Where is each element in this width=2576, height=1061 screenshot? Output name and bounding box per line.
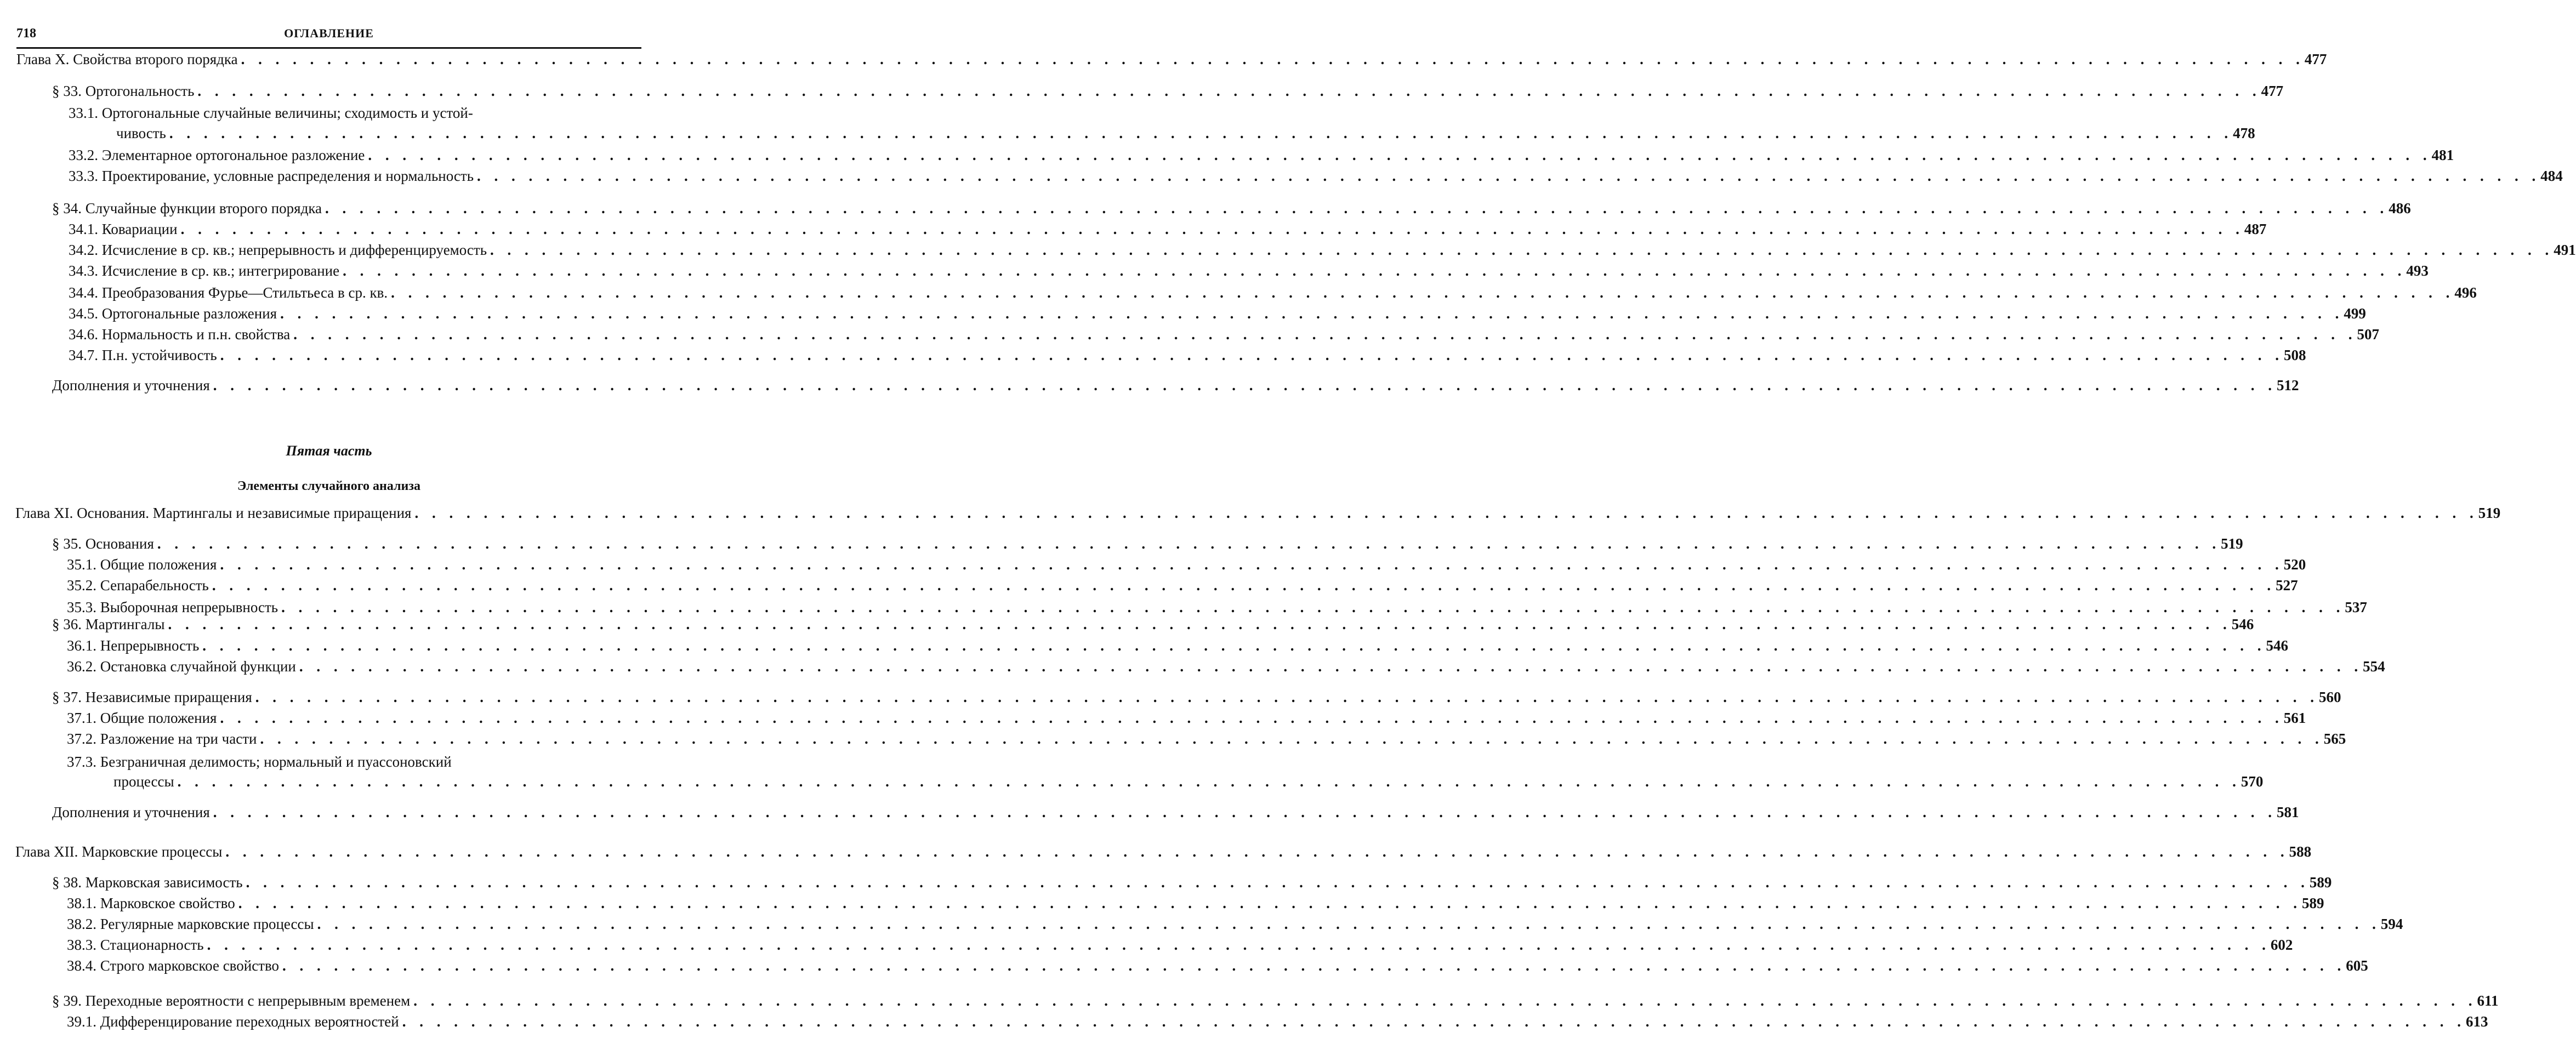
toc-entry xyxy=(0,323,2379,343)
toc-entry-title: 35.3. Выборочная непрерывность xyxy=(67,599,278,615)
dot-leader: . . . . . . . . . . . . . . . . . . . . . . . . . . . . . . . . . . . . . . . . . . . . . . . . . . . . . . . . . . . . . . . . . . . . . . . . . . . . . . . . . . . . . . . . . . . . . . . . . . . . . . . . . . . . . . . . . . . . . . . . xyxy=(282,957,2346,974)
toc-entry xyxy=(0,282,2477,301)
toc-page-number: 588 xyxy=(2289,843,2312,860)
toc-entry xyxy=(0,934,2293,954)
toc-entry xyxy=(0,707,2306,727)
toc-page-number: 546 xyxy=(2231,616,2254,632)
toc-page-number: 481 xyxy=(2431,147,2454,163)
toc-entry-title: процессы xyxy=(113,773,174,790)
toc-page-number: 484 xyxy=(2540,168,2563,184)
toc-page-number: 477 xyxy=(2304,51,2327,67)
toc-entry xyxy=(0,751,658,771)
toc-entry-title: 38.2. Регулярные марковские процессы xyxy=(67,916,314,932)
toc-entry xyxy=(0,635,2289,654)
toc-entry-title: 37.1. Общие положения xyxy=(67,710,217,726)
dot-leader: . . . . . . . . . . . . . . . . . . . . . . . . . . . . . . . . . . . . . . . . . . . . . . . . . . . . . . . . . . . . . . . . . . . . . . . . . . . . . . . . . . . . . . . . . . . . . . . . . . . . . . . . . . . . . . . . . . . . . . . . xyxy=(391,284,2455,301)
dot-leader: . . . . . . . . . . . . . . . . . . . . . . . . . . . . . . . . . . . . . . . . . . . . . . . . . . . . . . . . . . . . . . . . . . . . . . . . . . . . . . . . . . . . . . . . . . . . . . . . . . . . . . . . . . . . . . . . . . . . . . . . xyxy=(213,804,2277,820)
toc-page-number: 486 xyxy=(2389,200,2411,216)
toc-entry-title: § 36. Мартингалы xyxy=(52,616,165,632)
toc-entry xyxy=(0,260,2429,279)
toc-page-number: 570 xyxy=(2241,773,2264,790)
dot-leader: . . . . . . . . . . . . . . . . . . . . . . . . . . . . . . . . . . . . . . . . . . . . . . . . . . . . . . . . . . . . . . . . . . . . . . . . . . . . . . . . . . . . . . . . . . . . . . . . . . . . . . . . . . . . . . . . . . . . . . . . xyxy=(207,937,2271,953)
dot-leader: . . . . . . . . . . . . . . . . . . . . . . . . . . . . . . . . . . . . . . . . . . . . . . . . . . . . . . . . . . . . . . . . . . . . . . . . . . . . . . . . . . . . . . . . . . . . . . . . . . . . . . . . . . . . . . . . . . . . . . . . xyxy=(413,992,2477,1009)
toc-entry xyxy=(0,122,2255,142)
dot-leader: . . . . . . . . . . . . . . . . . . . . . . . . . . . . . . . . . . . . . . . . . . . . . . . . . . . . . . . . . . . . . . . . . . . . . . . . . . . . . . . . . . . . . . . . . . . . . . . . . . . . . . . . . . . . . . . . . . . . . . . . xyxy=(414,505,2478,521)
toc-page-number: 478 xyxy=(2233,125,2255,141)
toc-page-number: 611 xyxy=(2477,992,2499,1009)
toc-page-number: 491 xyxy=(2554,242,2576,258)
toc-entry-title: 39.1. Дифференцирование переходных вероятностей xyxy=(67,1013,399,1030)
toc-entry-title: 34.5. Ортогональные разложения xyxy=(69,305,277,322)
toc-entry-title: Дополнения и уточнения xyxy=(52,804,210,820)
dot-leader: . . . . . . . . . . . . . . . . . . . . . . . . . . . . . . . . . . . . . . . . . . . . . . . . . . . . . . . . . . . . . . . . . . . . . . . . . . . . . . . . . . . . . . . . . . . . . . . . . . . . . . . . . . . . . . . . . . . . . . . . xyxy=(299,658,2363,675)
toc-page-number: 520 xyxy=(2283,556,2306,573)
toc-entry-title: чивость xyxy=(116,125,166,141)
dot-leader: . . . . . . . . . . . . . . . . . . . . . . . . . . . . . . . . . . . . . . . . . . . . . . . . . . . . . . . . . . . . . . . . . . . . . . . . . . . . . . . . . . . . . . . . . . . . . . . . . . . . . . . . . . . . . . . . . . . . . . . . xyxy=(246,874,2310,891)
toc-entry-title: Глава X. Свойства второго порядка xyxy=(16,51,238,67)
page-header xyxy=(16,22,641,49)
toc-page-number: 554 xyxy=(2363,658,2385,675)
toc-page-number: 496 xyxy=(2454,284,2477,301)
toc-entry-title: 34.3. Исчисление в ср. кв.; интегрирование xyxy=(69,263,340,279)
toc-page-number: 560 xyxy=(2319,689,2341,705)
toc-page-number: 589 xyxy=(2301,895,2324,911)
dot-leader: . . . . . . . . . . . . . . . . . . . . . . . . . . . . . . . . . . . . . . . . . . . . . . . . . . . . . . . . . . . . . . . . . . . . . . . . . . . . . . . . . . . . . . . . . . . . . . . . . . . . . . . . . . . . . . . . . . . . . . . . xyxy=(280,305,2344,322)
toc-page-number: 499 xyxy=(2344,305,2366,322)
toc-entry-title: 33.1. Ортогональные случайные величины; сходимость и устой- xyxy=(69,105,473,121)
toc-page-number: 602 xyxy=(2270,937,2293,953)
toc-page-number: 565 xyxy=(2323,731,2346,747)
dot-leader: . . . . . . . . . . . . . . . . . . . . . . . . . . . . . . . . . . . . . . . . . . . . . . . . . . . . . . . . . . . . . . . . . . . . . . . . . . . . . . . . . . . . . . . . . . . . . . . . . . . . . . . . . . . . . . . . . . . . . . . . xyxy=(477,168,2541,184)
dot-leader: . . . . . . . . . . . . . . . . . . . . . . . . . . . . . . . . . . . . . . . . . . . . . . . . . . . . . . . . . . . . . . . . . . . . . . . . . . . . . . . . . . . . . . . . . . . . . . . . . . . . . . . . . . . . . . . . . . . . . . . . xyxy=(490,242,2554,258)
toc-page-number: 594 xyxy=(2380,916,2403,932)
toc-entry-title: Глава XI. Основания. Мартингалы и независимые приращения xyxy=(15,505,412,521)
toc-page-number: 561 xyxy=(2283,710,2306,726)
toc-page-number: 605 xyxy=(2346,957,2368,974)
toc-entry xyxy=(0,48,2327,68)
dot-leader: . . . . . . . . . . . . . . . . . . . . . . . . . . . . . . . . . . . . . . . . . . . . . . . . . . . . . . . . . . . . . . . . . . . . . . . . . . . . . . . . . . . . . . . . . . . . . . . . . . . . . . . . . . . . . . . . . . . . . . . . xyxy=(402,1013,2466,1030)
toc-entry-title: 38.4. Строго марковское свойство xyxy=(67,957,280,974)
toc-entry-title: 33.3. Проектирование, условные распределения и нормальность xyxy=(69,168,474,184)
toc-entry-title: § 39. Переходные вероятности с непрерывным временем xyxy=(52,992,411,1009)
toc-page-number: 508 xyxy=(2283,347,2306,363)
toc-entry-title: § 33. Ортогональность xyxy=(52,83,195,99)
toc-entry xyxy=(0,655,2385,675)
dot-leader: . . . . . . . . . . . . . . . . . . . . . . . . . . . . . . . . . . . . . . . . . . . . . . . . . . . . . . . . . . . . . . . . . . . . . . . . . . . . . . . . . . . . . . . . . . . . . . . . . . . . . . . . . . . . . . . . . . . . . . . . xyxy=(325,200,2389,216)
toc-entry-title: 34.6. Нормальность и п.н. свойства xyxy=(69,326,291,343)
toc-entry-title: 36.1. Непрерывность xyxy=(67,637,200,654)
toc-page-number: 546 xyxy=(2266,637,2289,654)
toc-entry-title: 37.3. Безграничная делимость; нормальный и пуассоновский xyxy=(67,754,452,770)
toc-entry-title: § 37. Независимые приращения xyxy=(52,689,252,705)
dot-leader: . . . . . . . . . . . . . . . . . . . . . . . . . . . . . . . . . . . . . . . . . . . . . . . . . . . . . . . . . . . . . . . . . . . . . . . . . . . . . . . . . . . . . . . . . . . . . . . . . . . . . . . . . . . . . . . . . . . . . . . . xyxy=(197,83,2261,99)
toc-entry xyxy=(0,728,2346,748)
toc-entry-title: 34.2. Исчисление в ср. кв.; непрерывность и дифференцируемость xyxy=(69,242,487,258)
toc-entry xyxy=(0,344,2306,364)
toc-entry xyxy=(0,102,658,122)
toc-page-number: 512 xyxy=(2277,377,2299,393)
part-subtitle: Элементы случайного анализа xyxy=(237,479,421,493)
toc-entry xyxy=(0,218,2267,238)
dot-leader: . . . . . . . . . . . . . . . . . . . . . . . . . . . . . . . . . . . . . . . . . . . . . . . . . . . . . . . . . . . . . . . . . . . . . . . . . . . . . . . . . . . . . . . . . . . . . . . . . . . . . . . . . . . . . . . . . . . . . . . . xyxy=(157,535,2221,552)
dot-leader: . . . . . . . . . . . . . . . . . . . . . . . . . . . . . . . . . . . . . . . . . . . . . . . . . . . . . . . . . . . . . . . . . . . . . . . . . . . . . . . . . . . . . . . . . . . . . . . . . . . . . . . . . . . . . . . . . . . . . . . . xyxy=(169,125,2233,141)
toc-entry xyxy=(0,374,2299,394)
toc-entry-title: § 34. Случайные функции второго порядка xyxy=(52,200,322,216)
toc-entry xyxy=(0,801,2299,821)
dot-leader: . . . . . . . . . . . . . . . . . . . . . . . . . . . . . . . . . . . . . . . . . . . . . . . . . . . . . . . . . . . . . . . . . . . . . . . . . . . . . . . . . . . . . . . . . . . . . . . . . . . . . . . . . . . . . . . . . . . . . . . . xyxy=(260,731,2324,747)
toc-entry-title: 36.2. Остановка случайной функции xyxy=(67,658,296,675)
toc-entry-title: Дополнения и уточнения xyxy=(52,377,210,393)
toc-entry-title: § 38. Марковская зависимость xyxy=(52,874,243,891)
toc-entry xyxy=(0,144,2454,164)
toc-entry xyxy=(0,955,2368,974)
toc-page-number: 581 xyxy=(2277,804,2299,820)
page-number: 718 xyxy=(16,26,36,41)
toc-entry-title: 35.1. Общие положения xyxy=(67,556,217,573)
toc-page-number: 589 xyxy=(2309,874,2332,891)
toc-entry xyxy=(0,80,2284,100)
toc-entry xyxy=(0,303,2366,322)
dot-leader: . . . . . . . . . . . . . . . . . . . . . . . . . . . . . . . . . . . . . . . . . . . . . . . . . . . . . . . . . . . . . . . . . . . . . . . . . . . . . . . . . . . . . . . . . . . . . . . . . . . . . . . . . . . . . . . . . . . . . . . . xyxy=(213,377,2277,393)
toc-entry xyxy=(0,841,2312,860)
dot-leader: . . . . . . . . . . . . . . . . . . . . . . . . . . . . . . . . . . . . . . . . . . . . . . . . . . . . . . . . . . . . . . . . . . . . . . . . . . . . . . . . . . . . . . . . . . . . . . . . . . . . . . . . . . . . . . . . . . . . . . . . xyxy=(238,895,2302,911)
running-title: ОГЛАВЛЕНИЕ xyxy=(284,26,374,40)
toc-entry xyxy=(0,990,2499,1009)
toc-entry xyxy=(0,554,2306,573)
toc-entry xyxy=(0,197,2411,217)
toc-page-number: 507 xyxy=(2357,326,2379,343)
toc-entry-title: 34.4. Преобразования Фурье—Стильтьеса в ср. кв. xyxy=(69,284,388,301)
dot-leader: . . . . . . . . . . . . . . . . . . . . . . . . . . . . . . . . . . . . . . . . . . . . . . . . . . . . . . . . . . . . . . . . . . . . . . . . . . . . . . . . . . . . . . . . . . . . . . . . . . . . . . . . . . . . . . . . . . . . . . . . xyxy=(168,616,2232,632)
dot-leader: . . . . . . . . . . . . . . . . . . . . . . . . . . . . . . . . . . . . . . . . . . . . . . . . . . . . . . . . . . . . . . . . . . . . . . . . . . . . . . . . . . . . . . . . . . . . . . . . . . . . . . . . . . . . . . . . . . . . . . . . xyxy=(212,577,2276,594)
toc-entry xyxy=(0,871,2332,891)
dot-leader: . . . . . . . . . . . . . . . . . . . . . . . . . . . . . . . . . . . . . . . . . . . . . . . . . . . . . . . . . . . . . . . . . . . . . . . . . . . . . . . . . . . . . . . . . . . . . . . . . . . . . . . . . . . . . . . . . . . . . . . . xyxy=(255,689,2319,705)
dot-leader: . . . . . . . . . . . . . . . . . . . . . . . . . . . . . . . . . . . . . . . . . . . . . . . . . . . . . . . . . . . . . . . . . . . . . . . . . . . . . . . . . . . . . . . . . . . . . . . . . . . . . . . . . . . . . . . . . . . . . . . . xyxy=(241,51,2305,67)
toc-entry xyxy=(0,502,2501,522)
toc-entry-title: § 35. Основания xyxy=(52,535,154,552)
toc-entry xyxy=(0,165,2563,185)
dot-leader: . . . . . . . . . . . . . . . . . . . . . . . . . . . . . . . . . . . . . . . . . . . . . . . . . . . . . . . . . . . . . . . . . . . . . . . . . . . . . . . . . . . . . . . . . . . . . . . . . . . . . . . . . . . . . . . . . . . . . . . . xyxy=(293,326,2357,343)
dot-leader: . . . . . . . . . . . . . . . . . . . . . . . . . . . . . . . . . . . . . . . . . . . . . . . . . . . . . . . . . . . . . . . . . . . . . . . . . . . . . . . . . . . . . . . . . . . . . . . . . . . . . . . . . . . . . . . . . . . . . . . . xyxy=(220,347,2284,363)
dot-leader: . . . . . . . . . . . . . . . . . . . . . . . . . . . . . . . . . . . . . . . . . . . . . . . . . . . . . . . . . . . . . . . . . . . . . . . . . . . . . . . . . . . . . . . . . . . . . . . . . . . . . . . . . . . . . . . . . . . . . . . . xyxy=(343,263,2407,279)
toc-entry-title: 38.1. Марковское свойство xyxy=(67,895,235,911)
dot-leader: . . . . . . . . . . . . . . . . . . . . . . . . . . . . . . . . . . . . . . . . . . . . . . . . . . . . . . . . . . . . . . . . . . . . . . . . . . . . . . . . . . . . . . . . . . . . . . . . . . . . . . . . . . . . . . . . . . . . . . . . xyxy=(220,710,2284,726)
toc-entry xyxy=(0,533,2243,552)
dot-leader: . . . . . . . . . . . . . . . . . . . . . . . . . . . . . . . . . . . . . . . . . . . . . . . . . . . . . . . . . . . . . . . . . . . . . . . . . . . . . . . . . . . . . . . . . . . . . . . . . . . . . . . . . . . . . . . . . . . . . . . . xyxy=(180,221,2244,237)
toc-entry xyxy=(0,686,2341,706)
dot-leader: . . . . . . . . . . . . . . . . . . . . . . . . . . . . . . . . . . . . . . . . . . . . . . . . . . . . . . . . . . . . . . . . . . . . . . . . . . . . . . . . . . . . . . . . . . . . . . . . . . . . . . . . . . . . . . . . . . . . . . . . xyxy=(368,147,2432,163)
toc-page-number: 519 xyxy=(2478,505,2501,521)
dot-leader: . . . . . . . . . . . . . . . . . . . . . . . . . . . . . . . . . . . . . . . . . . . . . . . . . . . . . . . . . . . . . . . . . . . . . . . . . . . . . . . . . . . . . . . . . . . . . . . . . . . . . . . . . . . . . . . . . . . . . . . . xyxy=(281,599,2345,615)
dot-leader: . . . . . . . . . . . . . . . . . . . . . . . . . . . . . . . . . . . . . . . . . . . . . . . . . . . . . . . . . . . . . . . . . . . . . . . . . . . . . . . . . . . . . . . . . . . . . . . . . . . . . . . . . . . . . . . . . . . . . . . . xyxy=(202,637,2266,654)
toc-page-number: 493 xyxy=(2406,263,2429,279)
toc-entry-title: 34.7. П.н. устойчивость xyxy=(69,347,217,363)
toc-page-number: 519 xyxy=(2221,535,2243,552)
toc-entry xyxy=(0,892,2324,912)
toc-entry-title: 33.2. Элементарное ортогональное разложение xyxy=(69,147,365,163)
toc-entry xyxy=(0,574,2298,594)
toc-entry-title: 38.3. Стационарность xyxy=(67,937,204,953)
toc-entry-title: 34.1. Ковариации xyxy=(69,221,178,237)
toc-entry xyxy=(0,1011,2488,1030)
toc-page-number: 537 xyxy=(2345,599,2367,615)
toc-entry xyxy=(0,613,2254,633)
dot-leader: . . . . . . . . . . . . . . . . . . . . . . . . . . . . . . . . . . . . . . . . . . . . . . . . . . . . . . . . . . . . . . . . . . . . . . . . . . . . . . . . . . . . . . . . . . . . . . . . . . . . . . . . . . . . . . . . . . . . . . . . xyxy=(220,556,2284,573)
toc-page-number: 477 xyxy=(2261,83,2284,99)
toc-page-number: 487 xyxy=(2244,221,2267,237)
toc-entry xyxy=(0,913,2403,933)
toc-entry xyxy=(0,239,2576,259)
toc-entry-title: Глава XII. Марковские процессы xyxy=(15,843,223,860)
toc-page-number: 613 xyxy=(2465,1013,2488,1030)
part-title: Пятая часть xyxy=(286,443,372,459)
toc-entry xyxy=(0,771,2264,790)
toc-page-number: 527 xyxy=(2276,577,2298,594)
dot-leader: . . . . . . . . . . . . . . . . . . . . . . . . . . . . . . . . . . . . . . . . . . . . . . . . . . . . . . . . . . . . . . . . . . . . . . . . . . . . . . . . . . . . . . . . . . . . . . . . . . . . . . . . . . . . . . . . . . . . . . . . xyxy=(225,843,2289,860)
dot-leader: . . . . . . . . . . . . . . . . . . . . . . . . . . . . . . . . . . . . . . . . . . . . . . . . . . . . . . . . . . . . . . . . . . . . . . . . . . . . . . . . . . . . . . . . . . . . . . . . . . . . . . . . . . . . . . . . . . . . . . . . xyxy=(177,773,2241,790)
toc-entry-title: 37.2. Разложение на три части xyxy=(67,731,257,747)
dot-leader: . . . . . . . . . . . . . . . . . . . . . . . . . . . . . . . . . . . . . . . . . . . . . . . . . . . . . . . . . . . . . . . . . . . . . . . . . . . . . . . . . . . . . . . . . . . . . . . . . . . . . . . . . . . . . . . . . . . . . . . . xyxy=(317,916,2381,932)
toc-entry-title: 35.2. Сепарабельность xyxy=(67,577,209,594)
